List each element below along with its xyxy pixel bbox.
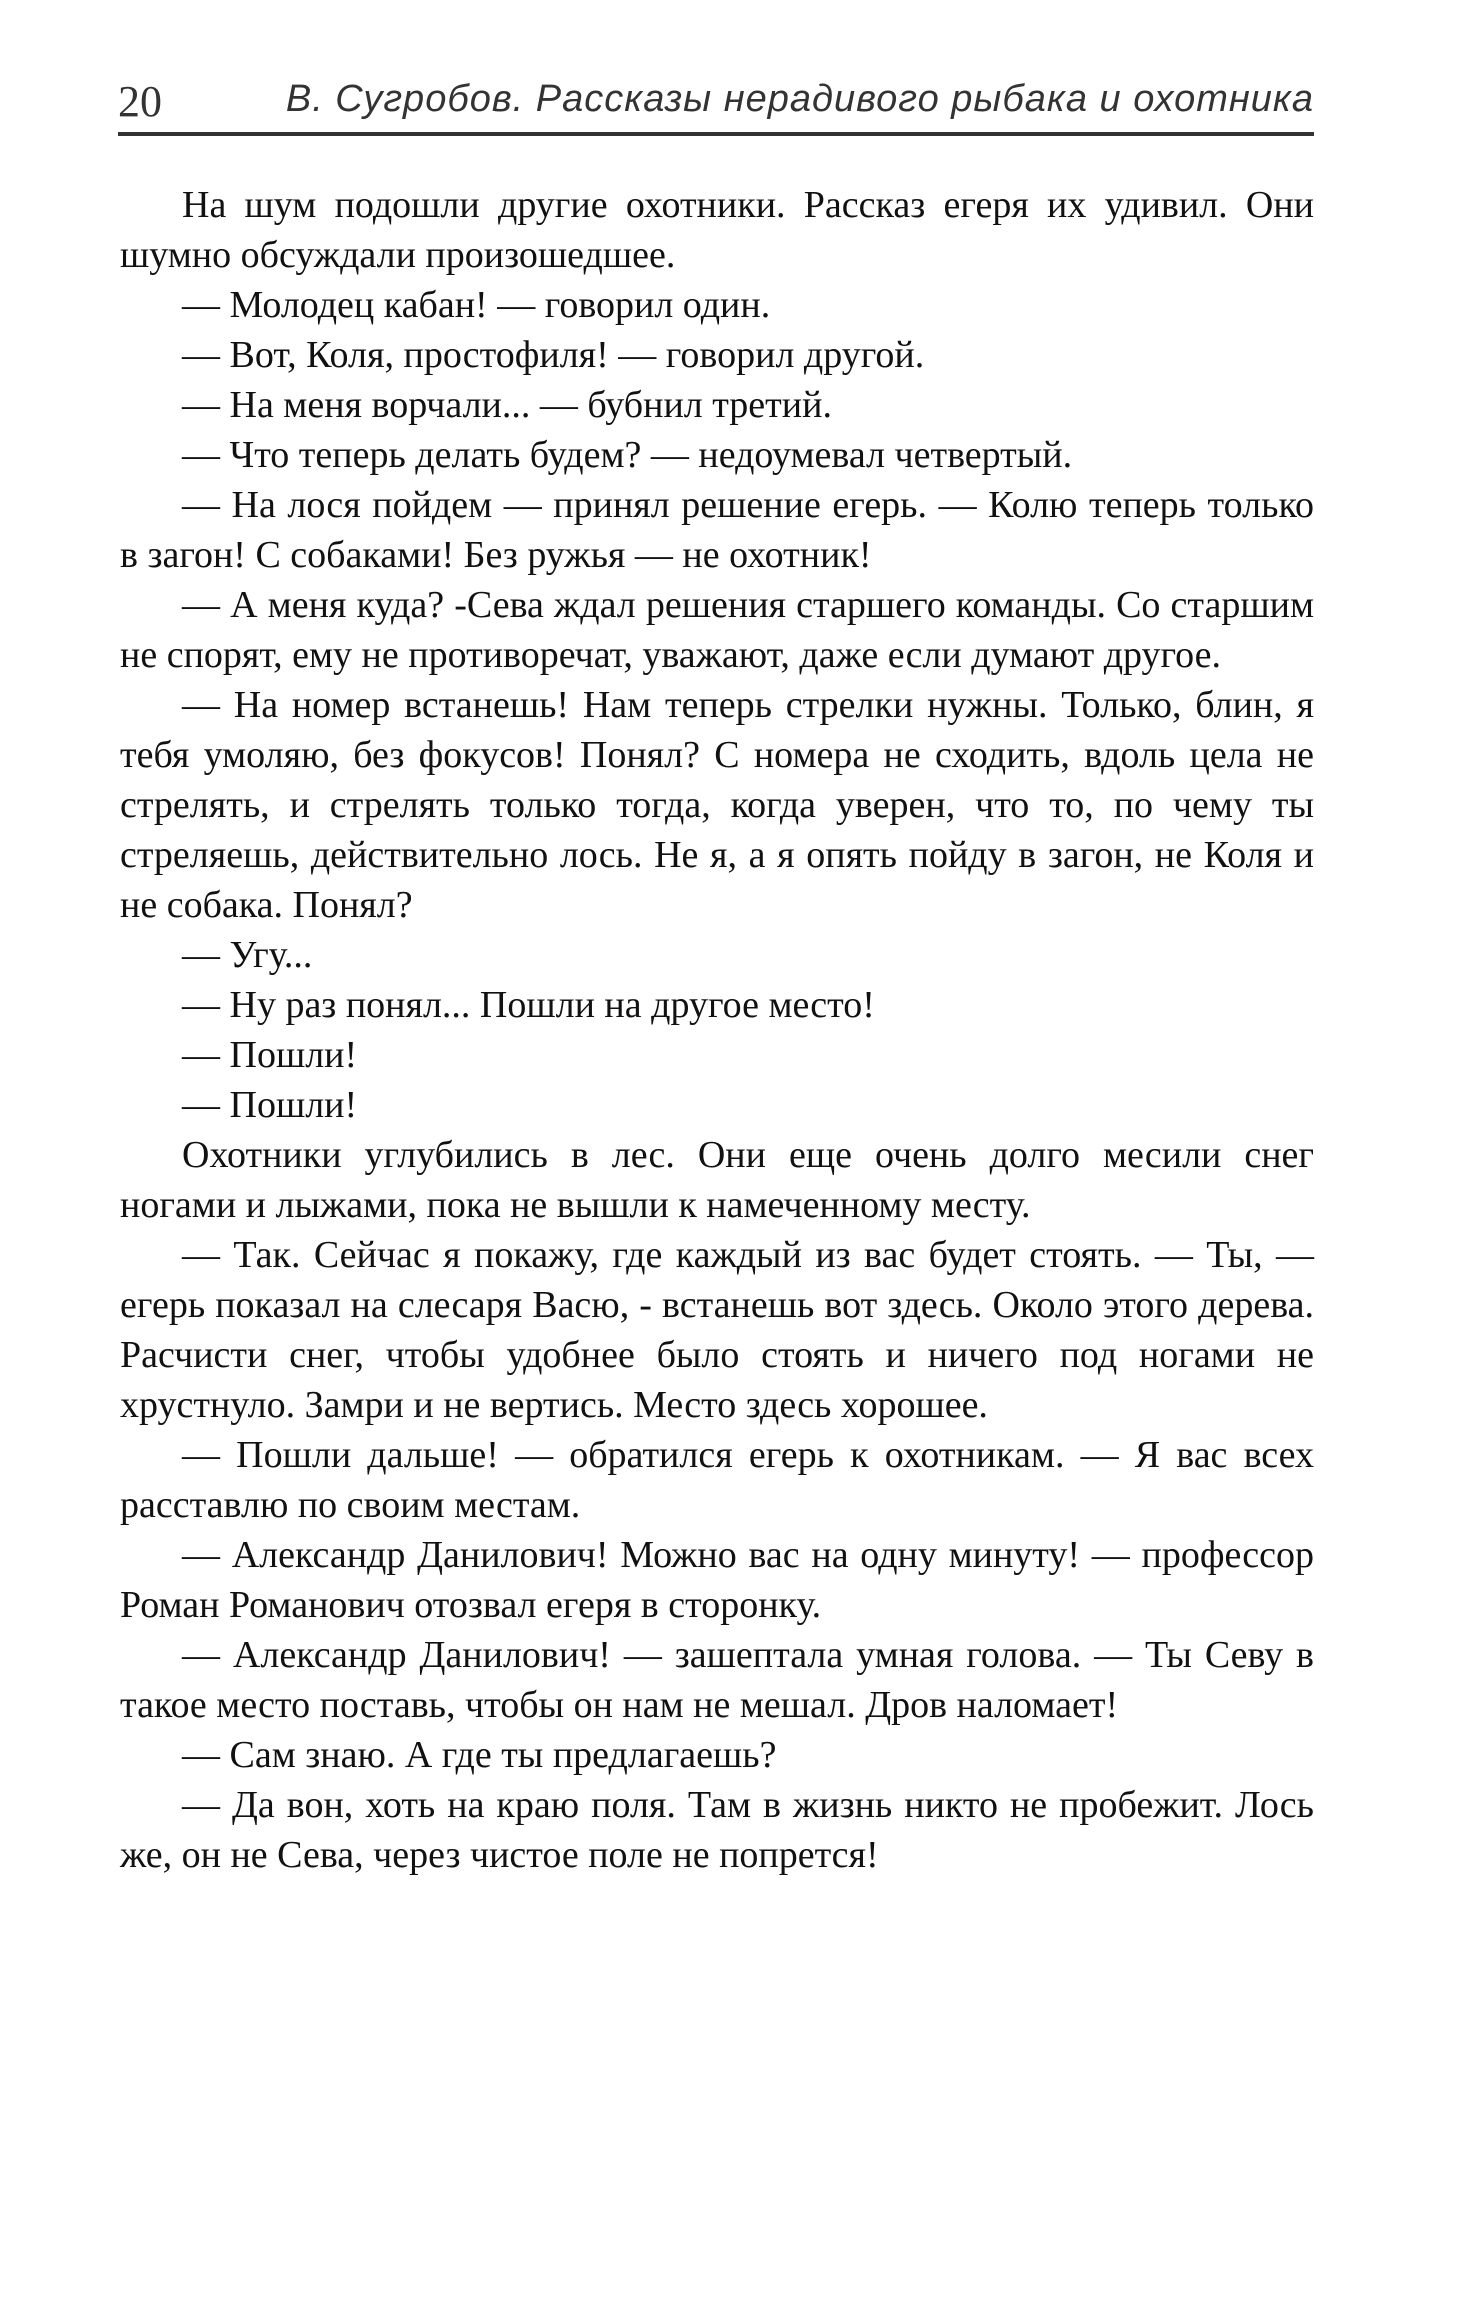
- paragraph: — Угу...: [182, 934, 313, 976]
- paragraph: — На лося пойдем — принял решение егерь. — Колю теперь только в загон! С собаками! Без ружья — не охотник!: [120, 484, 1314, 576]
- paragraph: — Да вон, хоть на краю поля. Там в жизнь никто не пробежит. Лось же, он не Сева, через чистое поле не попрется!: [120, 1784, 1314, 1876]
- paragraph: — Молодец кабан! — говорил один.: [182, 284, 771, 326]
- body-text: [120, 180, 1314, 1880]
- running-title: В. Сугробов. Рассказы нерадивого рыбака и охотника: [285, 78, 1314, 120]
- page-header: [118, 68, 1314, 128]
- paragraph: — Александр Данилович! Можно вас на одну минуту! — профессор Роман Романович отозвал егеря в сторонку.: [120, 1534, 1314, 1626]
- page-number: 20: [118, 77, 162, 126]
- paragraph: — Вот, Коля, простофиля! — говорил другой.: [182, 334, 925, 376]
- paragraph: — Ну раз понял... Пошли на другое место!: [182, 984, 875, 1026]
- paragraph: — Сам знаю. А где ты предлагаешь?: [182, 1734, 777, 1776]
- paragraph: — На номер встанешь! Нам теперь стрелки нужны. Только, блин, я тебя умоляю, без фокусов! Понял? С номера не сходить, вдоль цела не стрелять, и стрелять только тогда, когда уверен, что то, по чему ты стреляешь, действительно лось. Не я, а я опять пойду в загон, не Коля и не собака. Понял?: [120, 684, 1314, 926]
- paragraph: — Пошли дальше! — обратился егерь к охотникам. — Я вас всех расставлю по своим местам.: [120, 1434, 1314, 1526]
- paragraph: — Александр Данилович! — зашептала умная голова. — Ты Севу в такое место поставь, чтобы он нам не мешал. Дров наломает!: [120, 1634, 1314, 1726]
- paragraph: — А меня куда? -Сева ждал решения старшего команды. Со старшим не спорят, ему не противоречат, уважают, даже если думают другое.: [120, 584, 1314, 676]
- paragraph: — На меня ворчали... — бубнил третий.: [182, 384, 832, 426]
- header-rule: [118, 132, 1314, 136]
- paragraph: — Что теперь делать будем? — недоумевал четвертый.: [182, 434, 1073, 476]
- paragraph: — Так. Сейчас я покажу, где каждый из вас будет стоять. — Ты, — егерь показал на слесаря Васю, - встанешь вот здесь. Около этого дерева. Расчисти снег, чтобы удобнее было стоять и ничего под ногами не хрустнуло. Замри и не вертись. Место здесь хорошее.: [120, 1234, 1314, 1426]
- paragraph: На шум подошли другие охотники. Рассказ егеря их удивил. Они шумно обсуждали произошедшее.: [120, 184, 1314, 276]
- paragraph: — Пошли!: [182, 1034, 358, 1076]
- paragraph: Охотники углубились в лес. Они еще очень долго месили снег ногами и лыжами, пока не вышли к намеченному месту.: [120, 1134, 1314, 1226]
- paragraph: — Пошли!: [182, 1084, 358, 1126]
